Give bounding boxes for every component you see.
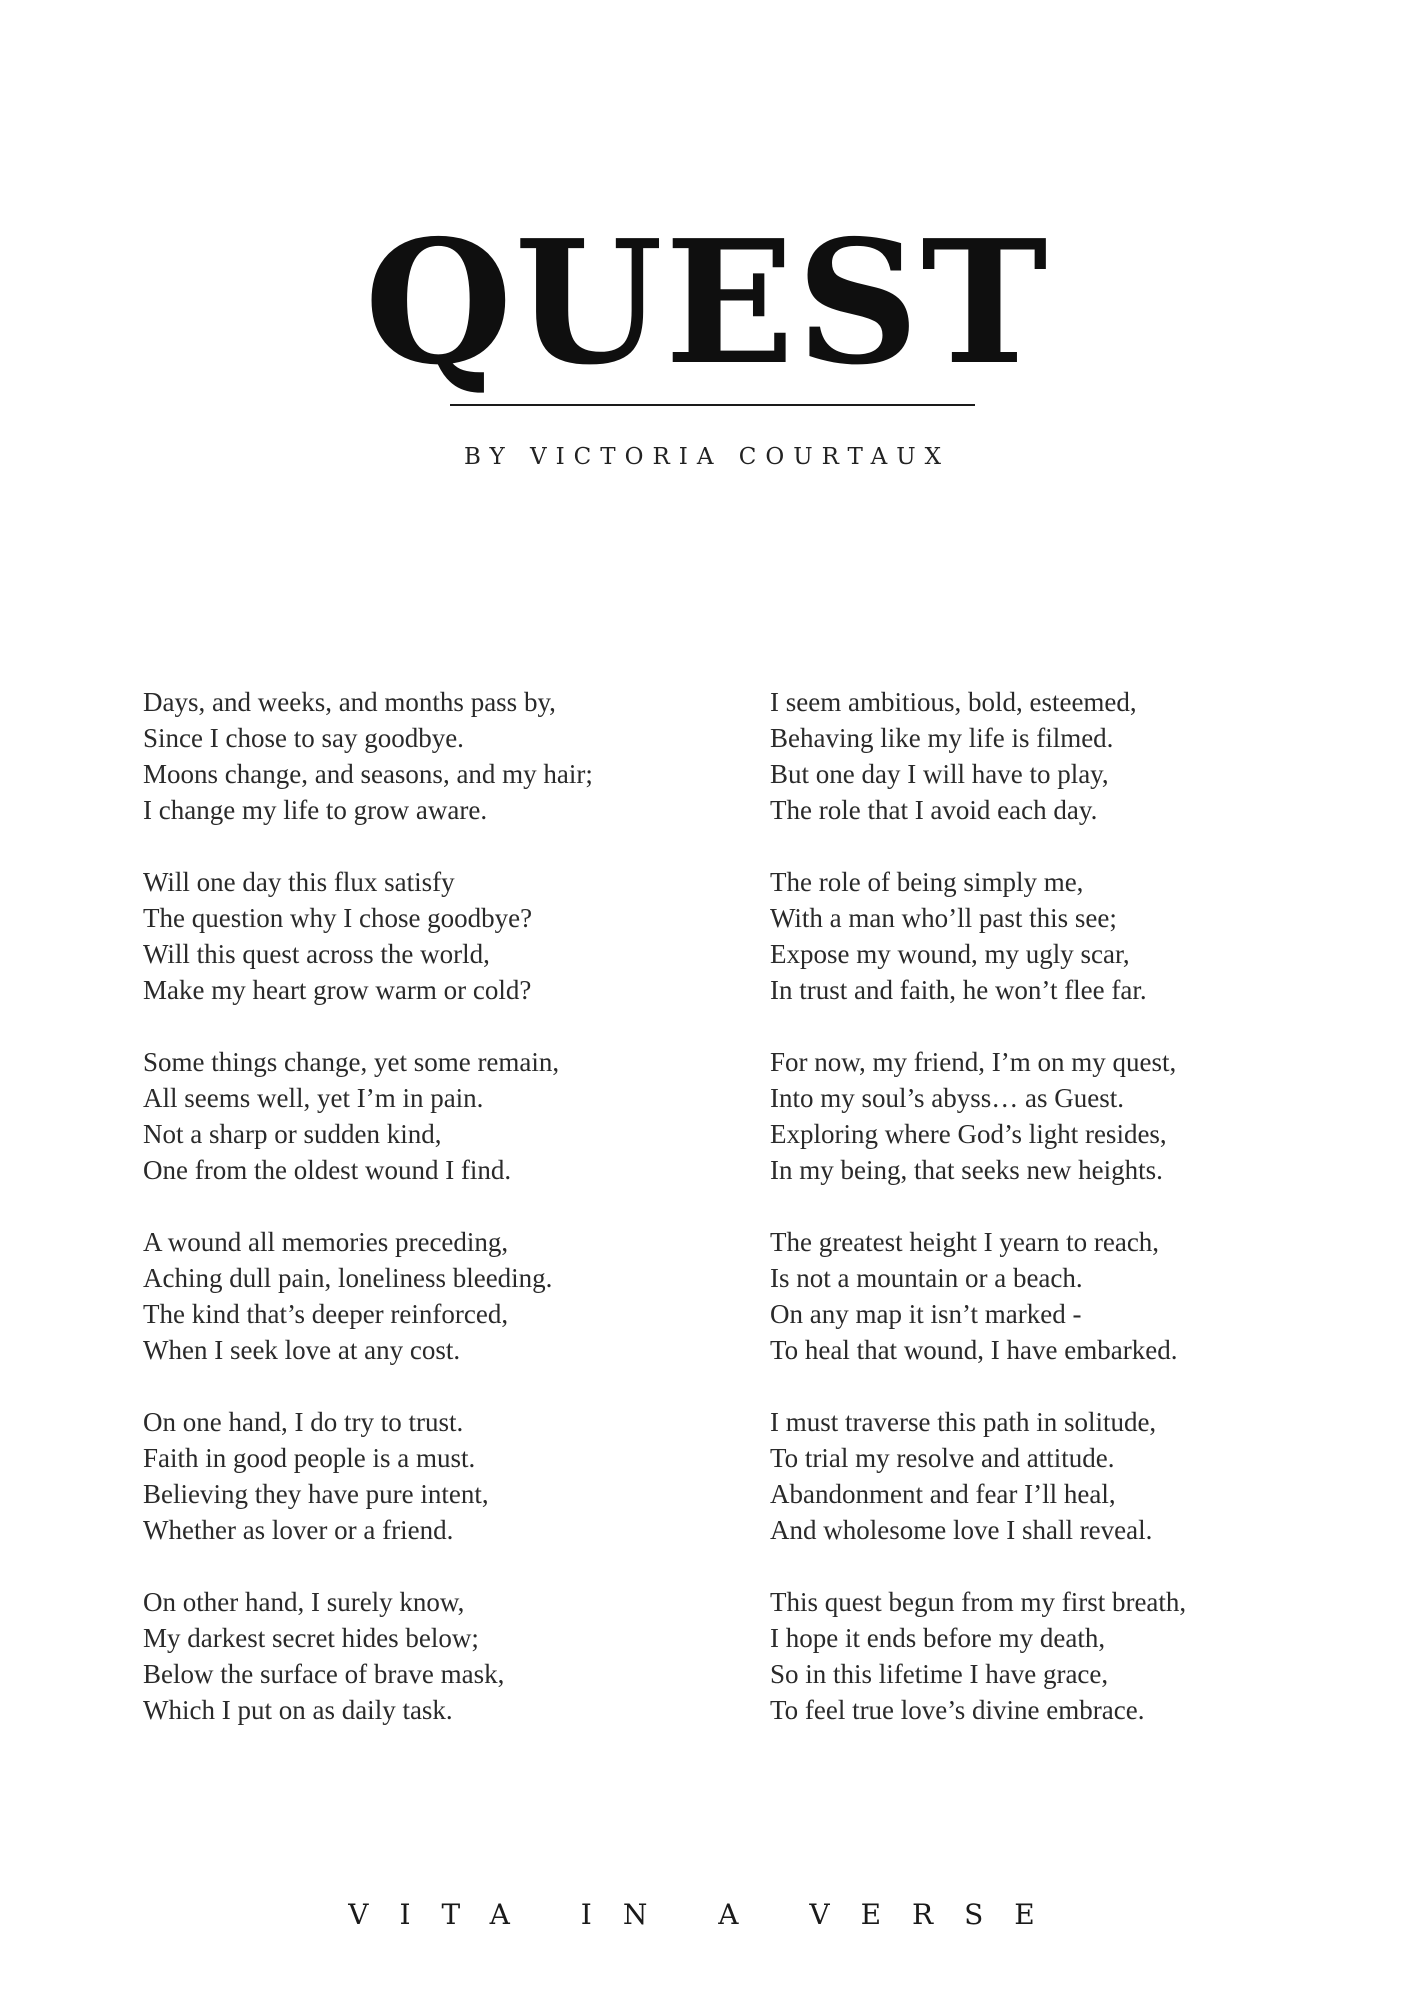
verse-line: One from the oldest wound I find.: [143, 1155, 512, 1185]
verse-line: This quest begun from my first breath,: [770, 1587, 1187, 1617]
verse-line: Moons change, and seasons, and my hair;: [143, 759, 593, 789]
stanza: [143, 1044, 703, 1188]
verse-line: Which I put on as daily task.: [143, 1695, 453, 1725]
stanza: [143, 864, 703, 1008]
verse-line: The question why I chose goodbye?: [143, 903, 533, 933]
verse-line: And wholesome love I shall reveal.: [770, 1515, 1153, 1545]
poem-column-left: [143, 684, 703, 1764]
verse-line: I seem ambitious, bold, esteemed,: [770, 687, 1137, 717]
verse-line: When I seek love at any cost.: [143, 1335, 461, 1365]
stanza: [770, 684, 1330, 828]
stanza: [770, 1404, 1330, 1548]
title-divider: [450, 404, 975, 406]
verse-line: Not a sharp or sudden kind,: [143, 1119, 442, 1149]
verse-line: But one day I will have to play,: [770, 759, 1109, 789]
verse-line: On any map it isn’t marked -: [770, 1299, 1082, 1329]
verse-line: To trial my resolve and attitude.: [770, 1443, 1115, 1473]
verse-line: Believing they have pure intent,: [143, 1479, 489, 1509]
stanza: [143, 1224, 703, 1368]
verse-line: Some things change, yet some remain,: [143, 1047, 560, 1077]
verse-line: The role of being simply me,: [770, 867, 1084, 897]
verse-line: Will this quest across the world,: [143, 939, 490, 969]
verse-line: Faith in good people is a must.: [143, 1443, 476, 1473]
verse-line: With a man who’ll past this see;: [770, 903, 1117, 933]
verse-line: Is not a mountain or a beach.: [770, 1263, 1083, 1293]
verse-line: The role that I avoid each day.: [770, 795, 1098, 825]
verse-line: In trust and faith, he won’t flee far.: [770, 975, 1147, 1005]
author-byline: BY VICTORIA COURTAUX: [463, 444, 950, 470]
stanza: [143, 1584, 703, 1728]
verse-line: A wound all memories preceding,: [143, 1227, 509, 1257]
verse-line: I must traverse this path in solitude,: [770, 1407, 1157, 1437]
verse-line: Behaving like my life is filmed.: [770, 723, 1114, 753]
verse-line: To feel true love’s divine embrace.: [770, 1695, 1145, 1725]
verse-line: Aching dull pain, loneliness bleeding.: [143, 1263, 553, 1293]
stanza: [770, 1044, 1330, 1188]
stanza: [770, 864, 1330, 1008]
verse-line: To heal that wound, I have embarked.: [770, 1335, 1178, 1365]
footer-brand: VITA IN A VERSE: [348, 1898, 1066, 1931]
verse-line: Whether as lover or a friend.: [143, 1515, 454, 1545]
verse-line: So in this lifetime I have grace,: [770, 1659, 1109, 1689]
stanza: [770, 1224, 1330, 1368]
verse-line: In my being, that seeks new heights.: [770, 1155, 1163, 1185]
stanza: [143, 1404, 703, 1548]
verse-line: I hope it ends before my death,: [770, 1623, 1106, 1653]
verse-line: All seems well, yet I’m in pain.: [143, 1083, 484, 1113]
verse-line: Will one day this flux satisfy: [143, 867, 455, 897]
verse-line: Expose my wound, my ugly scar,: [770, 939, 1130, 969]
poem-title: QUEST: [364, 203, 1050, 403]
verse-line: Make my heart grow warm or cold?: [143, 975, 532, 1005]
verse-line: Below the surface of brave mask,: [143, 1659, 505, 1689]
verse-line: Abandonment and fear I’ll heal,: [770, 1479, 1116, 1509]
verse-line: Exploring where God’s light resides,: [770, 1119, 1167, 1149]
verse-line: For now, my friend, I’m on my quest,: [770, 1047, 1177, 1077]
verse-line: Into my soul’s abyss… as Guest.: [770, 1083, 1124, 1113]
verse-line: Days, and weeks, and months pass by,: [143, 687, 556, 717]
verse-line: The greatest height I yearn to reach,: [770, 1227, 1160, 1257]
verse-line: On other hand, I surely know,: [143, 1587, 465, 1617]
stanza: [143, 684, 703, 828]
verse-line: On one hand, I do try to trust.: [143, 1407, 464, 1437]
verse-line: My darkest secret hides below;: [143, 1623, 479, 1653]
verse-line: Since I chose to say goodbye.: [143, 723, 464, 753]
verse-line: The kind that’s deeper reinforced,: [143, 1299, 509, 1329]
poem-column-right: [770, 684, 1330, 1764]
stanza: [770, 1584, 1330, 1728]
verse-line: I change my life to grow aware.: [143, 795, 488, 825]
